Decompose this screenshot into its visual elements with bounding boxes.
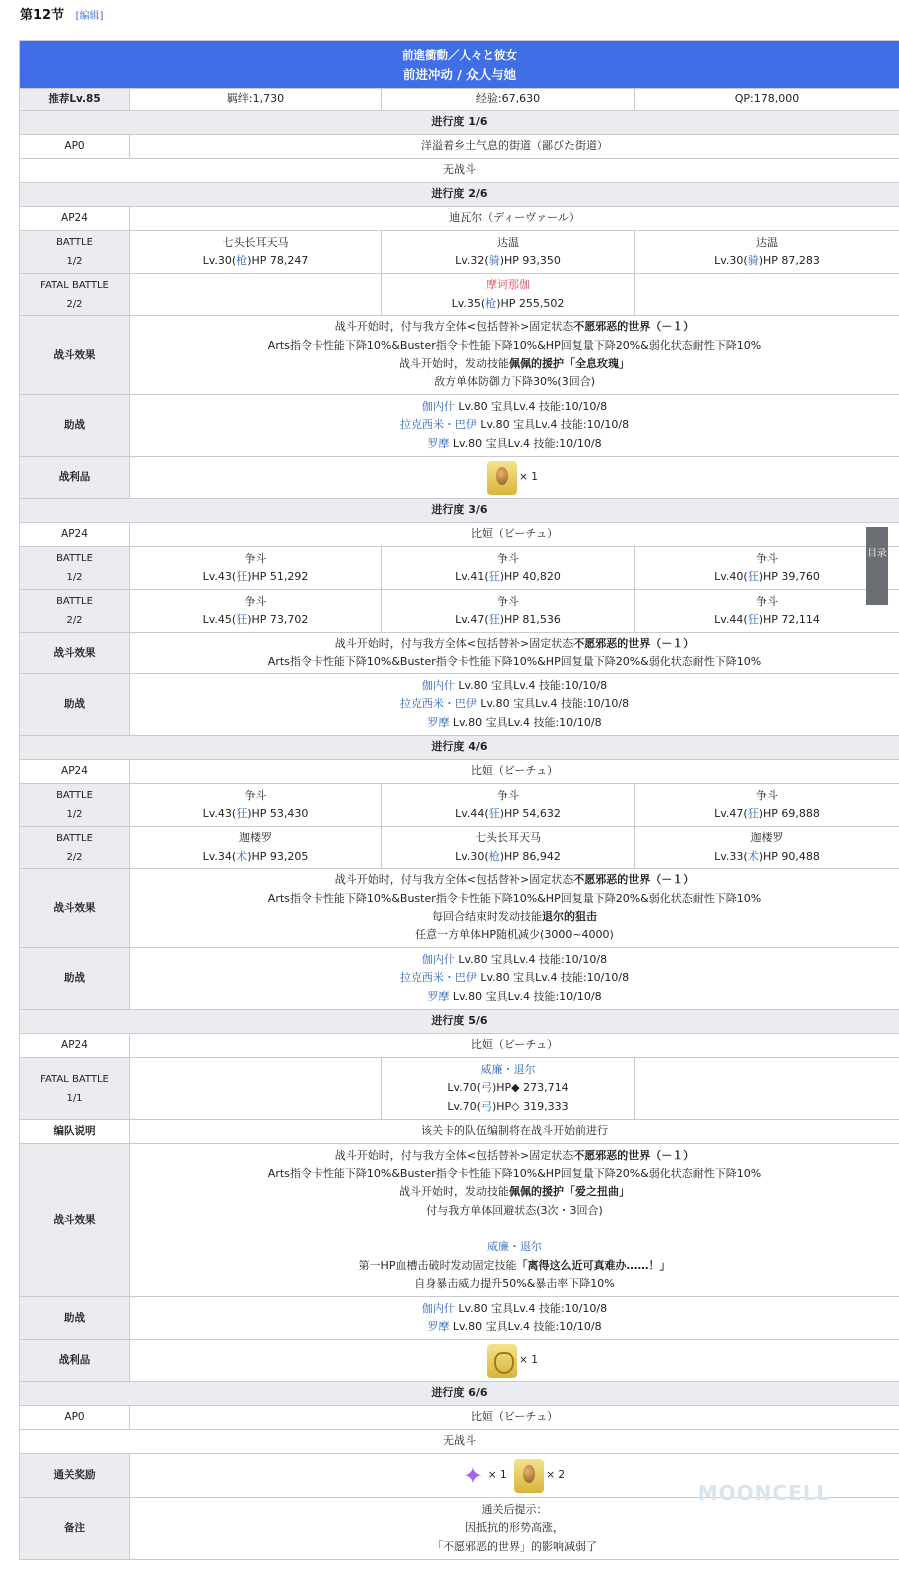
support-servant-link[interactable]: 拉克西米・巴伊 [399,418,477,432]
quest-table [19,40,899,1560]
watermark: MOONCELL [697,1481,831,1505]
enemy-cell: 争斗 Lv.40(狂)HP 39,760 [635,547,899,590]
support-row: 助战 伽内什 Lv.80 宝具Lv.4 技能:10/10/8 拉克西米・巴伊 Lv.80 宝具Lv.4 技能:10/10/8 罗摩 Lv.80 宝具Lv.4 技能:10/10/8 [20,395,899,457]
item-lamp-icon[interactable] [487,1344,517,1378]
no-battle-row: 无战斗 [20,1430,899,1454]
support-servant-link[interactable]: 罗摩 [427,715,450,729]
location: 比姮（ビーチュ） [130,1406,899,1430]
formation-row: 编队说明 该关卡的队伍编制将在战斗开始前进行 [20,1120,899,1144]
section-title: 第12节 [20,8,65,23]
progress-header: 进行度 2/6 [20,183,899,207]
ap-row: AP0 洋溢着乡土气息的街道（鄙びた街道） [20,135,899,159]
location: 比姮（ビーチュ） [130,1034,899,1058]
summary-row [20,89,899,111]
enemy-cell: 争斗 Lv.47(狂)HP 69,888 [635,784,899,827]
battle-row [20,1058,899,1120]
qp-value: QP:178,000 [635,89,899,111]
note-text: 通关后提示： 因抵抗的形势高涨， 「不愿邪恶的世界」的影响减弱了 [130,1498,899,1560]
enemy-cell: 摩诃那伽 Lv.35(枪)HP 255,502 [382,274,635,316]
enemy-cell: 达温 Lv.30(骑)HP 87,283 [635,231,899,274]
reward-row: 通关奖励 ✦ × 1 × 2 [20,1454,899,1498]
enemy-class[interactable]: 狂 [488,613,500,626]
note-row: 备注 通关后提示： 因抵抗的形势高涨， 「不愿邪恶的世界」的影响减弱了 [20,1498,899,1560]
support-servant-link[interactable]: 罗摩 [427,436,450,450]
battle-row [20,231,899,274]
quest-title-jp: 前進衝動／人々と彼女 [402,47,517,62]
recommended-level: 推荐Lv.85 [20,89,130,111]
effect-text: 战斗开始时，付与我方全体<包括替补>固定状态不愿邪恶的世界（－１） Arts指令卡性能下降10%&Buster指令卡性能下降10%&HP回复量下降20%&弱化状态耐性下降10% 战斗开始时，发动技能佩佩的援护「爱之扭曲」 付与我方单体回避状态(3次・3回合) 威廉・退尔 第一HP血槽击破时发动固定技能「离得这么近可真难办……！」 自身暴击威力提升50%&暴击率下降10% [130,1144,899,1297]
location: 洋溢着乡土气息的街道（鄙びた街道） [130,135,899,159]
enemy-class[interactable]: 弓 [480,1081,492,1095]
enemy-class[interactable]: 枪 [485,296,497,310]
enemy-cell: 争斗 Lv.41(狂)HP 40,820 [382,547,635,590]
drop-row: 战利品 × 1 [20,457,899,499]
item-egg-icon[interactable] [487,461,517,495]
progress-header: 进行度 3/6 [20,499,899,523]
battle-label: BATTLE 1/2 [20,547,130,590]
ap-row: AP24 比姮（ビーチュ） [20,760,899,784]
effect-text: 战斗开始时，付与我方全体<包括替补>固定状态不愿邪恶的世界（－１） Arts指令卡性能下降10%&Buster指令卡性能下降10%&HP回复量下降20%&弱化状态耐性下降10% 每回合结束时发动技能退尔的狙击 任意一方单体HP随机减少(3000~4000) [130,869,899,948]
quest-title-row [20,41,899,89]
battle-label: BATTLE 2/2 [20,590,130,633]
location: 比姮（ビーチュ） [130,523,899,547]
support-servant-link[interactable]: 罗摩 [427,989,450,1003]
effect-row: 战斗效果 战斗开始时，付与我方全体<包括替补>固定状态不愿邪恶的世界（－１） Arts指令卡性能下降10%&Buster指令卡性能下降10%&HP回复量下降20%&弱化状态耐性下降10% 战斗开始时，发动技能佩佩的援护「全息玫瑰」 敌方单体防御力下降30%(3回合) [20,316,899,395]
item-egg-icon[interactable] [514,1459,544,1493]
exp-value: 经验:67,630 [382,89,635,111]
enemy-cell: 威廉・退尔 Lv.70(弓)HP◆ 273,714 Lv.70(弓)HP◇ 319,333 [382,1058,635,1120]
ap-row: AP0 比姮（ビーチュ） [20,1406,899,1430]
progress-header: 进行度 1/6 [20,111,899,135]
edit-link[interactable]: [编辑] [75,11,104,22]
support-row: 助战 伽内什 Lv.80 宝具Lv.4 技能:10/10/8 拉克西米・巴伊 Lv.80 宝具Lv.4 技能:10/10/8 罗摩 Lv.80 宝具Lv.4 技能:10/10/8 [20,674,899,736]
enemy-cell: 争斗 Lv.44(狂)HP 54,632 [382,784,635,827]
enemy-class[interactable]: 狂 [747,570,759,583]
effect-row: 战斗效果 战斗开始时，付与我方全体<包括替补>固定状态不愿邪恶的世界（－１） Arts指令卡性能下降10%&Buster指令卡性能下降10%&HP回复量下降20%&弱化状态耐性下降10% [20,633,899,674]
enemy-class[interactable]: 狂 [747,807,759,820]
enemy-name: 达温 [497,235,519,249]
battle-row [20,547,899,590]
progress-header: 进行度 4/6 [20,736,899,760]
enemy-class[interactable]: 枪 [236,254,248,267]
battle-label: BATTLE 2/2 [20,827,130,869]
support-list: 伽内什 Lv.80 宝具Lv.4 技能:10/10/8 拉克西米・巴伊 Lv.80 宝具Lv.4 技能:10/10/8 罗摩 Lv.80 宝具Lv.4 技能:10/10/8 [130,674,899,736]
enemy-name[interactable]: 威廉・退尔 [480,1063,536,1077]
location: 迪瓦尔（ディーヴァール） [130,207,899,231]
battle-label: FATAL BATTLE 1/1 [20,1058,130,1120]
enemy-cell: 争斗 Lv.43(狂)HP 53,430 [130,784,382,827]
enemy-class[interactable]: 术 [236,849,248,863]
battle-row [20,590,899,633]
effect-row: 战斗效果 战斗开始时，付与我方全体<包括替补>固定状态不愿邪恶的世界（－１） Arts指令卡性能下降10%&Buster指令卡性能下降10%&HP回复量下降20%&弱化状态耐性下降10% 每回合结束时发动技能退尔的狙击 任意一方单体HP随机减少(3000~4000) [20,869,899,948]
enemy-class[interactable]: 狂 [488,807,500,820]
support-servant-link[interactable]: 拉克西米・巴伊 [399,697,477,711]
enemy-class[interactable]: 狂 [747,613,759,626]
battle-label: BATTLE 1/2 [20,231,130,274]
battle-label: FATAL BATTLE 2/2 [20,274,130,316]
enemy-name-link[interactable]: 威廉・退尔 [487,1240,542,1254]
enemy-class[interactable]: 骑 [488,254,500,267]
section-header [20,6,103,26]
support-servant-link[interactable]: 伽内什 [421,400,455,414]
effect-text: 战斗开始时，付与我方全体<包括替补>固定状态不愿邪恶的世界（－１） Arts指令卡性能下降10%&Buster指令卡性能下降10%&HP回复量下降20%&弱化状态耐性下降10% 战斗开始时，发动技能佩佩的援护「全息玫瑰」 敌方单体防御力下降30%(3回合) [130,316,899,395]
enemy-class[interactable]: 狂 [236,807,248,820]
support-servant-link[interactable]: 伽内什 [421,679,455,693]
enemy-class[interactable]: 狂 [236,613,248,626]
location: 比姮（ビーチュ） [130,760,899,784]
ap-row: AP24 比姮（ビーチュ） [20,523,899,547]
enemy-cell: 迦楼罗 Lv.33(术)HP 90,488 [635,827,899,869]
support-row: 助战 伽内什 Lv.80 宝具Lv.4 技能:10/10/8 拉克西米・巴伊 Lv.80 宝具Lv.4 技能:10/10/8 罗摩 Lv.80 宝具Lv.4 技能:10/10/8 [20,948,899,1010]
ap-row: AP24 比姮（ビーチュ） [20,1034,899,1058]
enemy-class[interactable]: 弓 [480,1099,492,1113]
enemy-name: 达温 [756,235,778,249]
drop-row: 战利品 × 1 [20,1340,899,1382]
saint-quartz-icon[interactable]: ✦ [462,1461,483,1490]
battle-row [20,827,899,869]
battle-row [20,274,899,316]
effect-text: 战斗开始时，付与我方全体<包括替补>固定状态不愿邪恶的世界（－１） Arts指令卡性能下降10%&Buster指令卡性能下降10%&HP回复量下降20%&弱化状态耐性下降10% [130,633,899,674]
enemy-class[interactable]: 骑 [747,254,759,267]
support-servant-link[interactable]: 罗摩 [427,1320,450,1333]
enemy-name[interactable]: 摩诃那伽 [486,278,530,292]
progress-header: 进行度 6/6 [20,1382,899,1406]
bond-value: 羁绊:1,730 [130,89,382,111]
support-list: 伽内什 Lv.80 宝具Lv.4 技能:10/10/8 罗摩 Lv.80 宝具Lv.4 技能:10/10/8 [130,1297,899,1340]
ap-row: AP24 迪瓦尔（ディーヴァール） [20,207,899,231]
enemy-class[interactable]: 术 [747,849,759,863]
support-list: 伽内什 Lv.80 宝具Lv.4 技能:10/10/8 拉克西米・巴伊 Lv.80 宝具Lv.4 技能:10/10/8 罗摩 Lv.80 宝具Lv.4 技能:10/10/8 [130,948,899,1010]
enemy-class[interactable]: 狂 [488,570,500,583]
enemy-cell: 七头长耳天马 Lv.30(枪)HP 86,942 [382,827,635,869]
no-battle-row: 无战斗 [20,159,899,183]
quest-title-cn: 前进冲动 / 众人与她 [402,66,517,82]
support-row: 助战 伽内什 Lv.80 宝具Lv.4 技能:10/10/8 罗摩 Lv.80 宝具Lv.4 技能:10/10/8 [20,1297,899,1340]
enemy-class[interactable]: 狂 [236,570,248,583]
enemy-cell: 争斗 Lv.43(狂)HP 51,292 [130,547,382,590]
battle-row [20,784,899,827]
enemy-cell: 争斗 Lv.44(狂)HP 72,114 [635,590,899,633]
enemy-name: 七头长耳天马 [222,235,289,249]
enemy-cell: 七头长耳天马 Lv.30(枪)HP 78,247 [130,231,382,274]
progress-header: 进行度 5/6 [20,1010,899,1034]
enemy-class[interactable]: 枪 [488,849,500,863]
effect-row: 战斗效果 战斗开始时，付与我方全体<包括替补>固定状态不愿邪恶的世界（－１） Arts指令卡性能下降10%&Buster指令卡性能下降10%&HP回复量下降20%&弱化状态耐性下降10% 战斗开始时，发动技能佩佩的援护「爱之扭曲」 付与我方单体回避状态(3次・3回合) 威廉・退尔 第一HP血槽击破时发动固定技能「离得这么近可真难办……！」 自身暴击威力提升50%&暴击率下降10% [20,1144,899,1297]
toc-button[interactable]: 目录 [866,527,888,605]
enemy-cell: 争斗 Lv.45(狂)HP 73,702 [130,590,382,633]
enemy-cell: 争斗 Lv.47(狂)HP 81,536 [382,590,635,633]
support-servant-link[interactable]: 拉克西米・巴伊 [399,971,477,985]
support-servant-link[interactable]: 伽内什 [421,953,455,967]
battle-label: BATTLE 1/2 [20,784,130,827]
support-list: 伽内什 Lv.80 宝具Lv.4 技能:10/10/8 拉克西米・巴伊 Lv.80 宝具Lv.4 技能:10/10/8 罗摩 Lv.80 宝具Lv.4 技能:10/10/8 [130,395,899,457]
support-servant-link[interactable]: 伽内什 [421,1301,455,1315]
enemy-cell: 达温 Lv.32(骑)HP 93,350 [382,231,635,274]
enemy-cell: 迦楼罗 Lv.34(术)HP 93,205 [130,827,382,869]
